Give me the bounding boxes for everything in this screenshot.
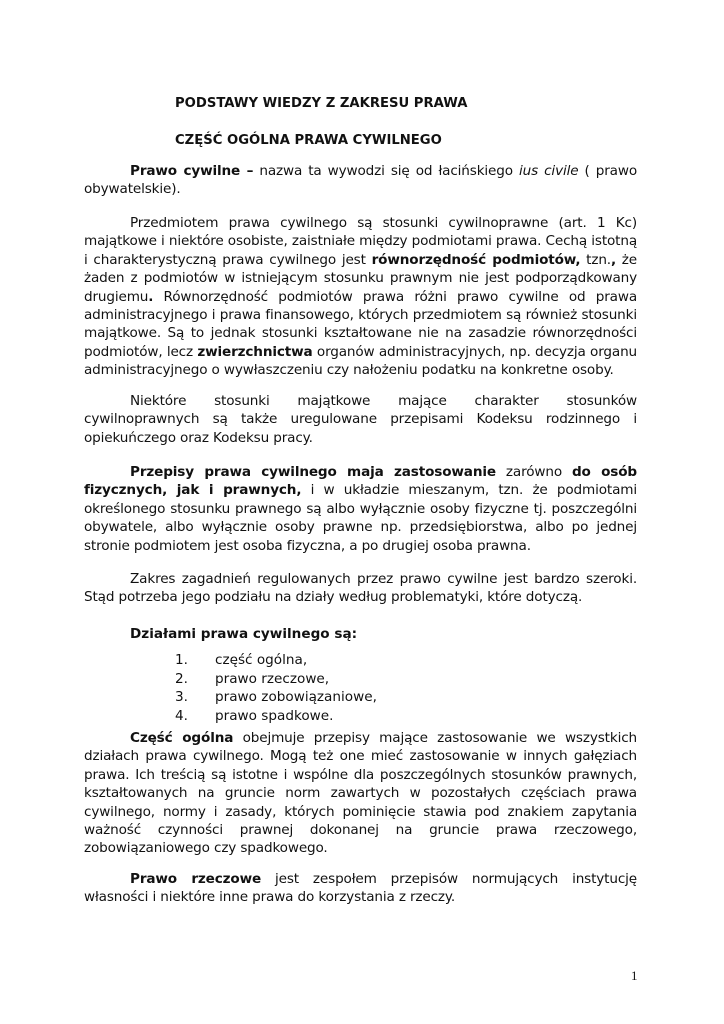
paragraph-property-law <box>84 870 637 907</box>
bold-term: zwierzchnictwa <box>197 343 313 360</box>
list-text: prawo rzeczowe, <box>215 670 330 687</box>
list-number: 1. <box>175 652 188 668</box>
list-item <box>175 651 377 670</box>
text: organów administracyjnych, np. decyzja organu administracyjnego o wywłaszczeniu czy nałożeniu podatku na konkretne osoby. <box>84 343 638 379</box>
bold-term: Prawo rzeczowe <box>130 871 262 887</box>
text: Równorzędność podmiotów prawa różni prawo cywilne od prawa administracyjnego i prawa finansowego, których przedmiotem są również stosunki majątkowe. Są to jednak stosunki kształtowane nie na zasadzie równorzędności podmiotów, lecz <box>84 288 637 360</box>
text: tzn. <box>580 251 611 268</box>
divisions-list <box>175 651 377 725</box>
list-item <box>175 670 377 689</box>
document-title: PODSTAWY WIEDZY Z ZAKRESU PRAWA <box>175 96 468 111</box>
bold-term: Część ogólna <box>130 730 234 746</box>
list-number: 2. <box>175 670 188 687</box>
paragraph-scope: Zakres zagadnień regulowanych przez prawo cywilne jest bardzo szeroki. Stąd potrzeba jego podziału na działy według problematyki, które dotyczą. <box>84 571 637 606</box>
paragraph-general-part <box>84 729 637 858</box>
latin-term: ius civile <box>519 163 585 179</box>
text: zarówno <box>495 464 572 480</box>
page-number: 1 <box>631 968 638 983</box>
list-number: 4. <box>175 707 188 724</box>
list-number: 3. <box>175 689 188 706</box>
list-item <box>175 688 377 707</box>
bold-term: równorzędność podmiotów, <box>371 251 581 268</box>
text: ( prawo obywatelskie). <box>84 163 637 198</box>
text: że żaden z podmiotów w istniejącym stosunku prawnym nie jest podporządkowany drugiemu <box>84 251 637 305</box>
text: i w układzie mieszanym, tzn. że podmiotami określonego stosunku prawnego są albo wyłącznie osoby fizyczne tj. poszczególni obywatele, albo wyłącznie osoby prawne np. przedsiębiorstwa, albo po jednej stronie podmiotem jest osoba fizyczna, a po drugiej osoba prawna. <box>84 482 638 554</box>
text: obejmuje przepisy mające zastosowanie we wszystkich działach prawa cywilnego. Mogą też one mieć zastosowanie w innych gałęziach prawa. Ich treścią są istotne i wspólne dla poszczególnych stosunków prawnych, kształtowanych na gruncie norm zawartych w pozostałych częściach prawa cywilnego, normy i zasady, których pominięcie stawia pod znakiem zapytania ważność czynności prawnej dokonanej na gruncie prawa rzeczowego, zobowiązaniowego czy spadkowego. <box>84 730 637 857</box>
paragraph-subject <box>84 214 637 380</box>
section-title: CZĘŚĆ OGÓLNA PRAWA CYWILNEGO <box>175 133 442 148</box>
list-item <box>175 707 377 726</box>
list-heading: Działami prawa cywilnego są: <box>130 626 358 642</box>
paragraph-definition <box>84 162 637 199</box>
text: nazwa ta wywodzi się od łacińskiego <box>253 163 519 179</box>
list-text: część ogólna, <box>215 652 308 668</box>
bold-punct: , <box>610 251 616 268</box>
text: Przedmiotem prawa cywilnego są stosunki cywilnoprawne (art. 1 Kc) majątkowe i niektóre osobiste, zaistniałe między podmiotami prawa. Cechą istotną i charakterystyczną prawa cywilnego jest <box>84 215 637 268</box>
term-prawo-cywilne: Prawo cywilne – <box>130 163 254 179</box>
bold-punct: . <box>148 288 154 305</box>
paragraph-other-codes: Niektóre stosunki majątkowe mające charakter stosunków cywilnoprawnych są także uregulowane przepisami Kodeksu rodzinnego i opiekuńczego oraz Kodeksu pracy. <box>84 393 637 446</box>
bold-term: Przepisy prawa cywilnego maja zastosowanie <box>130 464 496 480</box>
paragraph-application <box>84 463 637 555</box>
list-text: prawo spadkowe. <box>215 707 334 724</box>
list-text: prawo zobowiązaniowe, <box>215 689 377 706</box>
bold-term: do osób fizycznych, jak i prawnych, <box>84 464 637 499</box>
text: jest zespołem przepisów normujących instytucję własności i niektóre inne prawa do korzystania z rzeczy. <box>84 871 637 906</box>
